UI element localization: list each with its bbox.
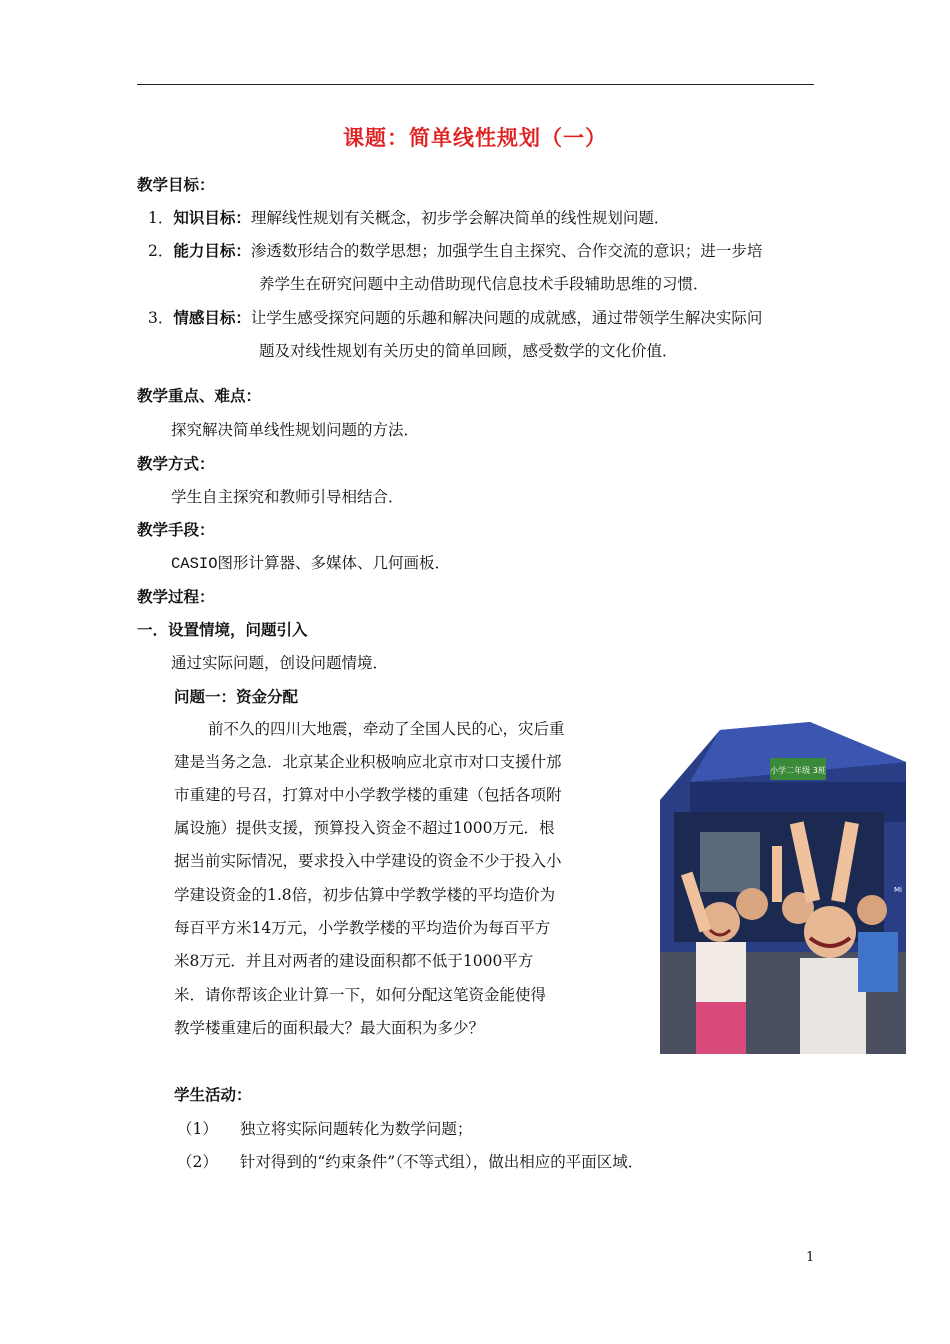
- goal-1: [148, 208, 669, 228]
- problem-1-line: 教学楼重建后的面积最大？最大面积为多少？: [174, 1019, 485, 1037]
- activity-1-text: 独立将实际问题转化为数学问题；: [239, 1120, 473, 1138]
- activity-2: [177, 1152, 643, 1172]
- problem-1-line: 据当前实际情况，要求投入中学建设的资金不少于投入小: [174, 852, 562, 870]
- page-title: 课题：简单线性规划（一）: [343, 126, 607, 150]
- problem-1-line: 学建设资金的1.8倍，初步估算中学教学楼的平均造价为: [174, 886, 556, 904]
- goal-3-number: 3．: [148, 309, 174, 327]
- teaching-method-heading: 教学方式：: [137, 455, 215, 473]
- teaching-method-text: 学生自主探究和教师引导相结合．: [171, 488, 404, 506]
- problem-1-line: 米．请你帮该企业计算一下，如何分配这笔资金能使得: [174, 986, 547, 1004]
- problem-1-line: 市重建的号召，打算对中小学教学楼的重建（包括各项附: [174, 786, 562, 804]
- photo-illustration: [660, 722, 906, 1054]
- teaching-process-heading: 教学过程：: [137, 588, 215, 606]
- goals-heading: 教学目标：: [137, 176, 215, 194]
- problem-1-heading: 问题一：资金分配: [174, 688, 299, 706]
- activity-1-number: （1）: [177, 1120, 218, 1138]
- teaching-means-text: [171, 553, 450, 574]
- goal-2-text-line1: 渗透数形结合的数学思想；加强学生自主探究、合作交流的意识；进一步培: [250, 242, 763, 260]
- student-activity-heading: 学生活动：: [174, 1086, 252, 1104]
- problem-1-line: 建是当务之急．北京某企业积极响应北京市对口支援什邡: [174, 753, 562, 771]
- sign-text: 小学二年级 3班: [770, 766, 826, 775]
- goal-1-text: 理解线性规划有关概念，初步学会解决简单的线性规划问题．: [250, 209, 670, 227]
- goal-3-text-line2: 题及对线性规划有关历史的简单回顾，感受数学的文化价值．: [259, 342, 678, 360]
- key-points-text: 探究解决简单线性规划问题的方法．: [171, 421, 420, 439]
- goal-1-label: 知识目标：: [173, 209, 251, 227]
- activity-2-text: 针对得到的“约束条件”（不等式组），做出相应的平面区域．: [239, 1153, 644, 1171]
- teaching-means-heading: 教学手段：: [137, 521, 215, 539]
- problem-1-line: 米8万元．并且对两者的建设面积都不低于1000平方: [174, 952, 534, 970]
- goal-2-text-line2: 养学生在研究问题中主动借助现代信息技术手段辅助思维的习惯．: [259, 275, 709, 293]
- problem-1-line: 属设施）提供支援，预算投入资金不超过1000万元．根: [174, 819, 555, 837]
- goal-2: [148, 241, 762, 261]
- key-points-heading: 教学重点、难点：: [137, 387, 262, 405]
- problem-1-line: 每百平方米14万元，小学教学楼的平均造价为每百平方: [174, 919, 551, 937]
- part-1-title: 设置情境，问题引入: [168, 621, 308, 639]
- page-number: 1: [806, 1250, 815, 1265]
- goal-1-number: 1．: [148, 209, 174, 227]
- tent-side-text: Mi: [894, 886, 902, 894]
- part-1-text: 通过实际问题，创设问题情境．: [171, 654, 389, 672]
- problem-1-line: 前不久的四川大地震，牵动了全国人民的心，灾后重: [208, 720, 565, 738]
- goal-2-label: 能力目标：: [173, 242, 251, 260]
- children-tent-photo: [660, 722, 906, 1054]
- activity-1: [177, 1119, 472, 1139]
- teaching-means-rest: 图形计算器、多媒体、几何画板．: [217, 554, 451, 572]
- header-rule: [137, 84, 814, 85]
- casio-label: CASIO: [171, 555, 218, 573]
- part-1-number: 一．: [137, 621, 169, 639]
- goal-2-number: 2．: [148, 242, 174, 260]
- goal-3-label: 情感目标：: [173, 309, 251, 327]
- part-1-heading: [137, 620, 308, 640]
- activity-2-number: （2）: [177, 1153, 218, 1171]
- goal-3: [148, 308, 762, 328]
- goal-3-text-line1: 让学生感受探究问题的乐趣和解决问题的成就感，通过带领学生解决实际问: [250, 309, 763, 327]
